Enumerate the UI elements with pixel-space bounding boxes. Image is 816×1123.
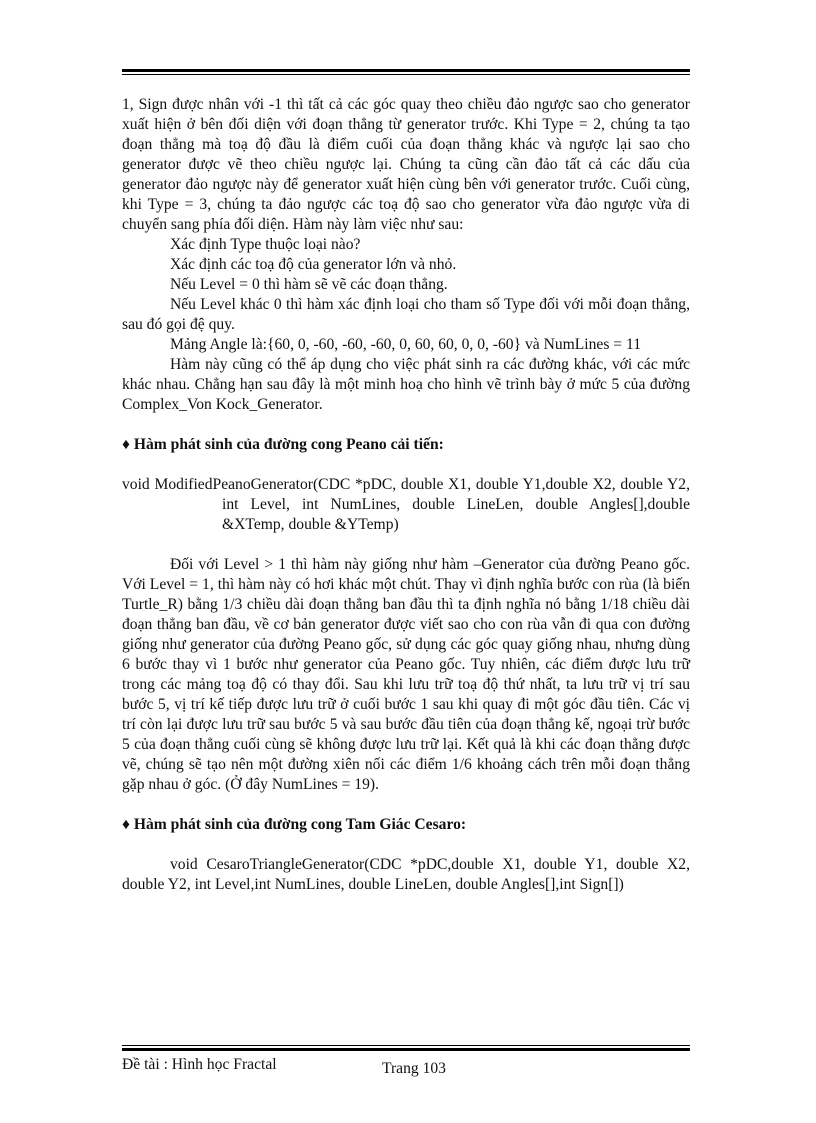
footer-topic: Đề tài : Hình học Fractal (122, 1056, 277, 1073)
header-rule-thin (122, 74, 690, 75)
paragraph-application: Hàm này cũng có thể áp dụng cho việc phát sinh ra các đường khác, với các mức khác nhau. Chẳng hạn sau đây là một minh hoạ cho hình vẽ trình bày ở mức 5 của đường Complex_Von Kock_Generator. (122, 356, 690, 413)
step-item: Xác định Type thuộc loại nào? (170, 236, 361, 253)
section-heading-cesaro: ♦ Hàm phát sinh của đường cong Tam Giác Cesaro: (122, 816, 467, 833)
footer-rule-thin (122, 1045, 690, 1046)
section-heading-peano: ♦ Hàm phát sinh của đường cong Peano cải tiến: (122, 436, 444, 453)
paragraph-type-description: 1, Sign được nhân với -1 thì tất cả các góc quay theo chiều đảo ngược sao cho generator xuất hiện ở bên đối diện với đoạn thẳng từ generator trước. Khi Type = 2, chúng ta tạo đoạn thẳng mà toạ độ đầu là điểm cuối của đoạn thẳng khác và ngược lại sao cho generator được vẽ theo chiều ngược lại. Chúng ta cũng cần đảo tất cả các dấu của generator đảo ngược này để generator xuất hiện cùng bên với generator trước. Cuối cùng, khi Type = 3, chúng ta đảo ngược các toạ độ sao cho generator vừa đảo ngược vừa di chuyển sang phía đối diện. Hàm này làm việc như sau: (122, 96, 690, 233)
step-item: Xác định các toạ độ của generator lớn và nhỏ. (170, 256, 457, 273)
step-item: Nếu Level = 0 thì hàm sẽ vẽ các đoạn thẳng. (170, 276, 448, 293)
header-rule-thick (122, 69, 690, 72)
step-item: Nếu Level khác 0 thì hàm xác định loại cho tham số Type đối với mỗi đoạn thẳng, sau đó gọi đệ quy. (122, 296, 690, 333)
footer-rule-thick (122, 1048, 690, 1051)
code-signature-peano: void ModifiedPeanoGenerator(CDC *pDC, double X1, double Y1,double X2, double Y2, int Level, int NumLines, double LineLen, double Angles[],double &XTemp, double &YTemp) (122, 476, 690, 533)
page-number: Trang 103 (382, 1060, 446, 1077)
paragraph-peano-description: Đối với Level > 1 thì hàm này giống như hàm –Generator của đường Peano gốc. Với Level = 1, thì hàm này có hơi khác một chút. Thay vì định nghĩa bước con rùa (là biến Turtle_R) bằng 1/3 chiều dài đoạn thẳng ban đầu thì ta định nghĩa nó bằng 1/18 chiều dài đoạn thẳng ban đầu, về cơ bản generator được viết sao cho con rùa vẫn đi qua con đường giống như generator của đường Peano gốc, sử dụng các góc quay giống nhau, nhưng dùng 6 bước thay vì 1 bước như generator của Peano gốc. Tuy nhiên, các điểm được lưu trữ trong các mảng toạ độ có thay đổi. Sau khi lưu trữ toạ độ thứ nhất, ta lưu trữ vị trí sau bước 5, vị trí kế tiếp được lưu trữ ở cuối bước 1 sau khi quay đi một góc đầu tiên. Các vị trí còn lại được lưu trữ sau bước 5 và sau bước đầu tiên của đoạn thẳng kế, ngoại trừ bước 5 của đoạn thẳng cuối cùng sẽ không được lưu trữ lại. Kết quả là khi các đoạn thẳng được vẽ, chúng sẽ tạo nên một đường xiên nối các điểm 1/6 khoảng cách trên mỗi đoạn thẳng gặp nhau ở góc. (Ở đây NumLines = 19). (122, 556, 690, 793)
page-body (122, 95, 690, 895)
step-item: Mảng Angle là:{60, 0, -60, -60, -60, 0, 60, 60, 0, 0, -60} và NumLines = 11 (170, 336, 642, 353)
code-signature-cesaro: void CesaroTriangleGenerator(CDC *pDC,double X1, double Y1, double X2, double Y2, int Level,int NumLines, double LineLen, double Angles[],int Sign[]) (122, 856, 690, 893)
